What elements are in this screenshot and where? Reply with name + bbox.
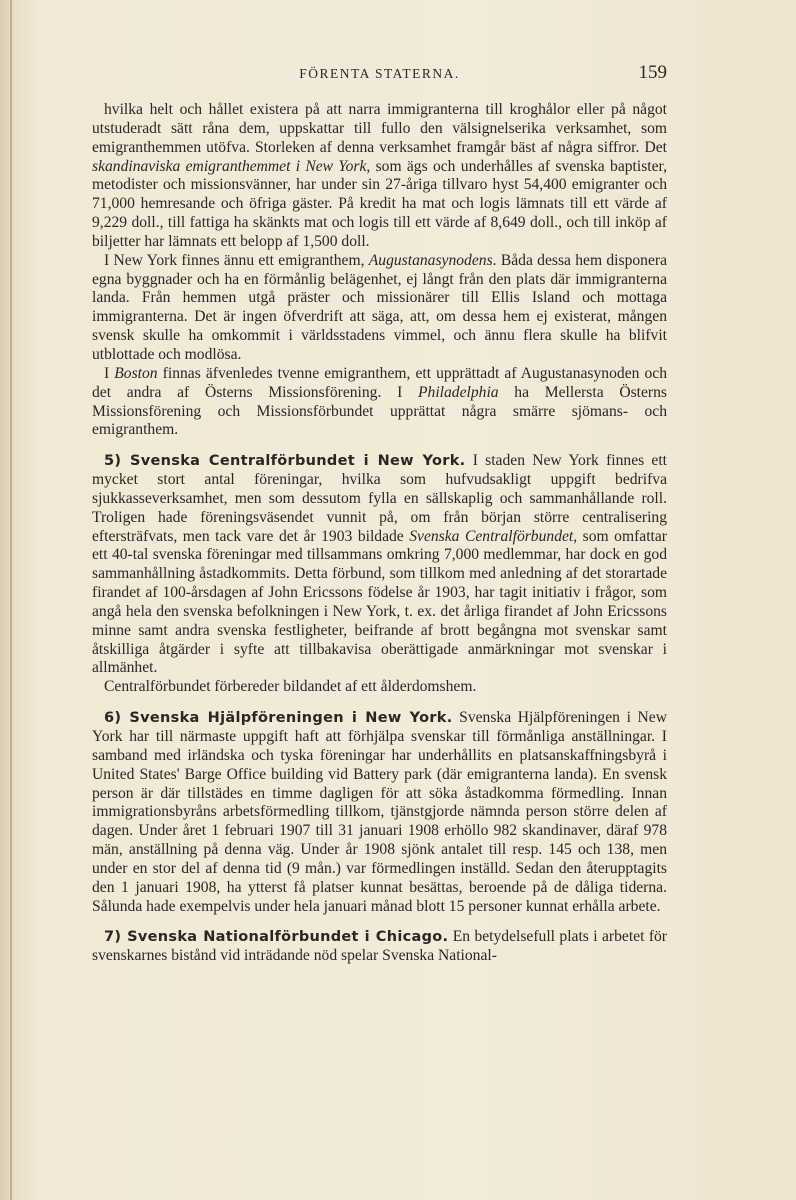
italic-term: Boston (114, 364, 158, 382)
section-heading: 7) Svenska Nationalförbundet i Chicago. (104, 929, 449, 946)
paragraph-augustana-home (92, 252, 667, 365)
section-heading: 6) Svenska Hjälpföreningen i New York. (104, 710, 453, 727)
binding-gutter (10, 0, 12, 1200)
text-run: hvilka helt och hållet existera på att narra immigranterna till kroghålor eller på något utstuderadt sätt råna dem, uppskattar till fullo den välsignelserika verksamhet, som emigranthemmen utöfva. Storleken af denna verksamhet framgår bäst af några siffror. Det (92, 101, 667, 156)
italic-term: skandinaviska emigranthemmet i New York (92, 157, 367, 175)
page-header (92, 62, 667, 86)
text-run: finnas äfvenledes tvenne emigranthem, ett upprättadt af Augustanasynoden och det andra af Österns Missionsförening. I (92, 364, 667, 401)
text-run: I staden New York finnes ett mycket stort antal föreningar, hvilka som hufvudsakligt uppgift bedrifva sjukkasseverksamhet, men som dessutom fylla en sällskaplig och sammanhållande roll. Troligen hade föreningsväsendet vunnit på, om från början större centralisering eftersträfvats, men tack vare det år 1903 bildade (92, 452, 668, 545)
page-number: 159 (638, 62, 667, 83)
text-run: Svenska Hjälpföreningen i New York har till närmaste uppgift haft att förhjälpa svenskar till förmånliga anställningar. I samband med irländska och tyska föreningar har underhållits en platsanskaffningsbyrå i United States' Barge Office building vid Battery park (där emigranterna landa). En svensk person är där tillstädes en timme dagligen för att söka åstadkomma förmedling. Innan immigrationsbyråns arbetsförmedling tillkom, tjänstgjorde nämnda person större delen af dagen. Under året 1 februari 1907 till 31 januari 1908 erhöllo 982 skandinaver, däraf 978 män, anställning på denna väg. Under år 1908 sjönk antalet till resp. 145 och 138, men under en stor del af denna tid (9 mån.) var förmedlingen inställd. Sedan den återupptagits den 1 januari 1908, ha ytterst få platser kunnat besättas, beroende på de dåliga tiderna. Sålunda hade exempelvis under hela januari månad blott 15 personer kunnat erhålla arbete. (92, 709, 667, 915)
text-run: Centralförbundet förbereder bildandet af ett ålderdomshem. (104, 678, 477, 696)
text-run: En betydelsefull plats i arbetet för svenskarnes bistånd vid inträdande nöd spelar Svenska National- (92, 928, 667, 965)
section-heading: 5) Svenska Centralförbundet i New York. (104, 453, 466, 470)
running-title: FÖRENTA STATERNA. (299, 66, 460, 81)
section-centralforbundet (92, 452, 667, 678)
italic-term: Augustanasynodens (368, 251, 493, 269)
body-text (92, 101, 667, 966)
text-run: I New York finnes ännu ett emigranthem, (104, 251, 369, 269)
section-nationalforbundet (92, 928, 667, 966)
text-run: , som ägs och underhålles af svenska baptister, metodister och missionsvänner, har under sin 27-åriga tillvaro hyst 54,400 emigranter och 71,000 hemresande och öfriga gäster. På kredit ha mat och logis lämnats till ett värde af 9,229 doll., till fattiga ha skänkts mat och logis till ett värde af 8,649 doll., och till inköp af biljetter har lämnats ett belopp af 1,500 doll. (92, 157, 667, 250)
italic-term: Svenska Centralförbundet (409, 527, 574, 545)
paragraph-old-age-home (92, 678, 667, 697)
text-run: . Båda dessa hem disponera egna byggnader och ha en förmånlig belägenhet, ej långt från den plats där immigranterna landa. Från hemmen utgå präster och missionärer till Ellis Island och mottaga immigranterna. Det är ingen öfverdrift att säga, att, om dessa hem ej existerat, mången svensk skulle ha omkommit i världsstadens vimmel, och ännu flera skulle ha blifvit utblottade och modlösa. (92, 251, 667, 363)
italic-term: Philadelphia (418, 383, 499, 401)
section-hjalpforeningen (92, 709, 667, 916)
paragraph-emigrant-homes (92, 101, 667, 252)
text-run: ha Mellersta Österns Missionsförening och Missionsförbundet upprättat några smärre sjömans- och emigranthem. (92, 383, 667, 439)
text-run: , som omfattar ett 40-tal svenska föreningar med tillsammans omkring 7,000 medlemmar, har dock en god sammanhållning åstadkommits. Detta förbund, som tillkom med anledning af det storartade firandet af 100-årsdagen af John Ericssons födelse år 1903, har tagit initiativ i frågor, som angå hela den svenska befolkningen i New York, t. ex. det årliga firandet af John Ericssons minne samt andra svenska festligheter, beifrande af brott begångna mot svenskar samt åtskilliga åtgärder i syfte att tillbakavisa oberättigade anmärkningar mot svenskar i allmänhet. (92, 527, 667, 677)
paragraph-boston-philadelphia (92, 365, 667, 440)
text-run: I (104, 364, 115, 382)
